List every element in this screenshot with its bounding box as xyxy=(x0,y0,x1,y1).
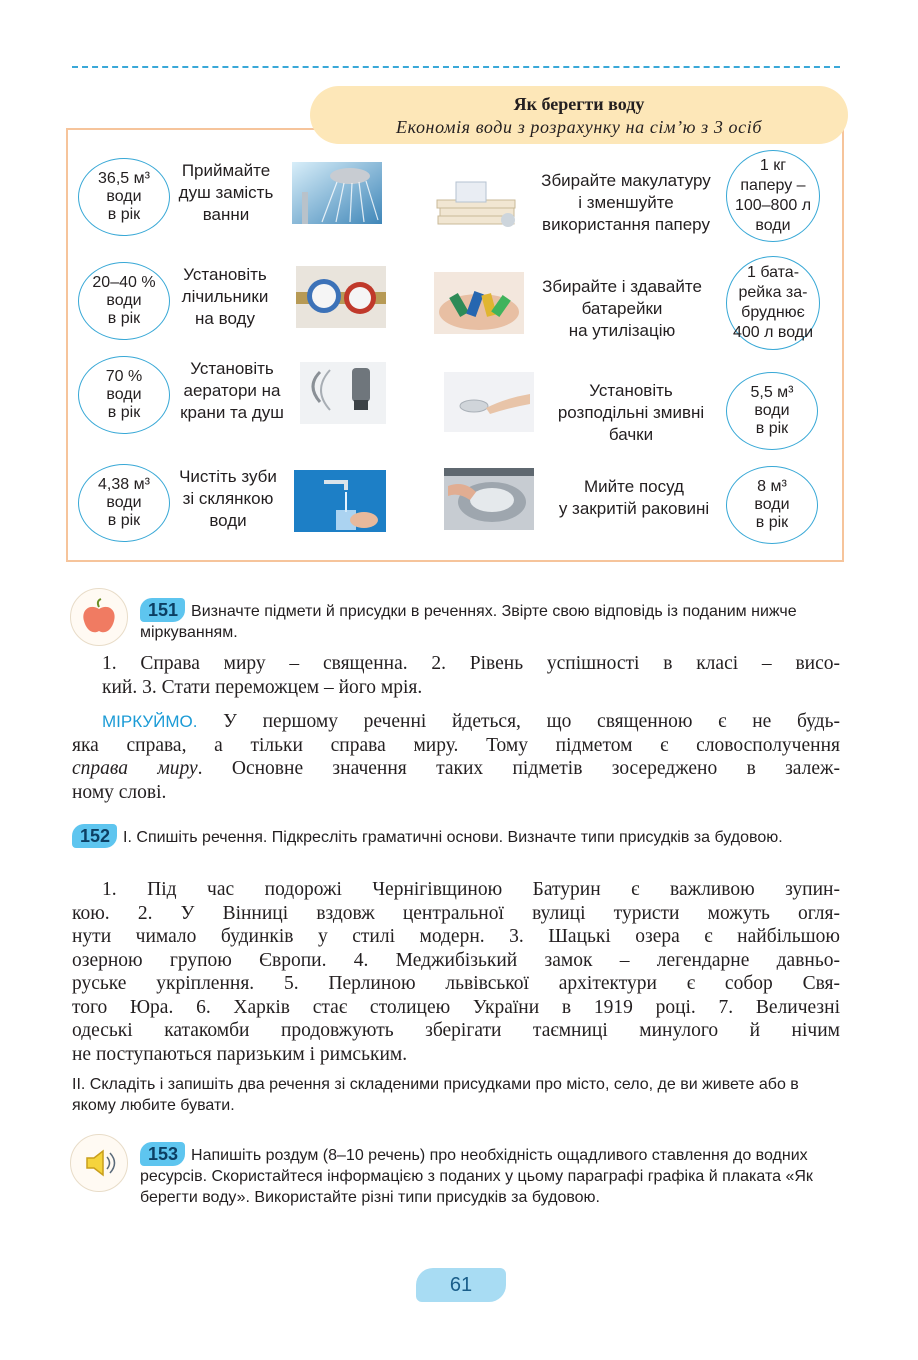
saving-circle-dishes: 8 м³ води в рік xyxy=(726,466,818,544)
tip-paper: Збирайте макулатуру і зменшуйте використання паперу xyxy=(541,171,711,234)
exercise-151-reasoning: МІРКУЙМО. У першому реченні йдеться, що священною є не будь- яка справа, а тільки справа миру. Тому підметом є словосполучення справа миру. Основне значення таких підметів зосереджено в залеж- ному слові. xyxy=(72,711,840,803)
paper-stack-icon xyxy=(434,172,526,234)
poster-title-bar xyxy=(310,86,848,144)
saving-circle-glass: 4,38 м³ води в рік xyxy=(78,464,170,542)
apple-icon xyxy=(70,588,128,646)
glass-tap-icon xyxy=(294,470,386,532)
exercise-151-text: 1. Справа миру – священна. 2. Рівень успішності в класі – висо- кий. 3. Стати переможцем – його мрія. xyxy=(102,653,840,698)
aerator-icon xyxy=(300,362,386,424)
tip-meter: Установіть лічильники на воду xyxy=(181,265,269,328)
top-dashed-divider xyxy=(72,66,840,68)
exercise-152-task: 152 I. Спишіть речення. Підкресліть граматичні основи. Визначте типи присудків за будовою. xyxy=(72,824,840,848)
saving-circle-shower: 36,5 м³ води в рік xyxy=(78,158,170,236)
shower-icon xyxy=(292,162,382,224)
poster-title: Як берегти воду xyxy=(513,94,645,114)
dish-washing-icon xyxy=(444,468,534,530)
tip-flush: Установіть розподільні змивні бачки xyxy=(557,381,705,444)
saving-circle-meter: 20–40 % води в рік xyxy=(78,262,170,340)
water-meter-icon xyxy=(296,266,386,328)
tip-glass: Чистіть зуби зі склянкою води xyxy=(179,467,277,530)
exercise-151-task: 151 Визначте підмети й присудки в реченнях. Звірте свою відповідь із поданим нижче міркуванням. xyxy=(140,600,797,641)
exercise-152-text: 1. Під час подорожі Чернігівщиною Батурин є важливою зупин- кою. 2. У Вінниці вздовж центральної вулиці туристи можуть огля- нути чимало будинків у стилі модерн. 3. Шацькі озера є найбільшою озерною групою Європи. 4. Меджибізький замок – легендарне давньо- руське укріплення. 5. Перлиною львівської архітектури є собор Свя- того Юра. 6. Харків стає столицею України в 1919 році. 7. Величезні одеські катакомби продовжують зберігати таємниці минулого й нічим не поступаються паризьким і римським. xyxy=(72,879,840,1065)
saving-circle-paper: 1 кг паперу – 100–800 л води xyxy=(726,150,820,242)
saving-circle-flush: 5,5 м³ води в рік xyxy=(726,372,818,450)
saving-circle-battery: 1 бата- рейка за- бруднює 400 л води xyxy=(726,256,820,350)
poster-subtitle: Економія води з розрахунку на сім’ю з 3 осіб xyxy=(396,117,762,137)
saving-circle-aerator: 70 % води в рік xyxy=(78,356,170,434)
speaker-icon xyxy=(70,1134,128,1192)
tip-batteries: Збирайте і здавайте батарейки на утилізацію xyxy=(542,277,702,340)
batteries-icon xyxy=(434,272,524,334)
exercise-152-task2: II. Складіть і запишіть два речення зі складеними присудками про місто, село, де ви живете або в якому любите бувати. xyxy=(72,1076,799,1114)
exercise-153-task: 153 Напишіть роздум (8–10 речень) про необхідність ощадливого ставлення до водних ресурсів. Скористайтеся інформацією з поданих у цьому параграфі графіка й плаката «Як берегти воду». Використайте різні типи присудків за будовою. xyxy=(140,1144,813,1206)
tip-aerator: Установіть аератори на крани та душ xyxy=(180,359,284,422)
page-number: 61 xyxy=(416,1268,506,1302)
tip-shower: Приймайте душ замість ванни xyxy=(178,161,274,224)
exercise-153-number: 153 xyxy=(140,1142,185,1166)
exercise-152-number: 152 xyxy=(72,824,117,848)
flush-button-icon xyxy=(444,372,534,432)
reasoning-label: МІРКУЙМО. xyxy=(102,712,198,731)
tip-dishes: Мийте посуд у закритій раковині xyxy=(558,477,710,518)
exercise-151-number: 151 xyxy=(140,598,185,622)
